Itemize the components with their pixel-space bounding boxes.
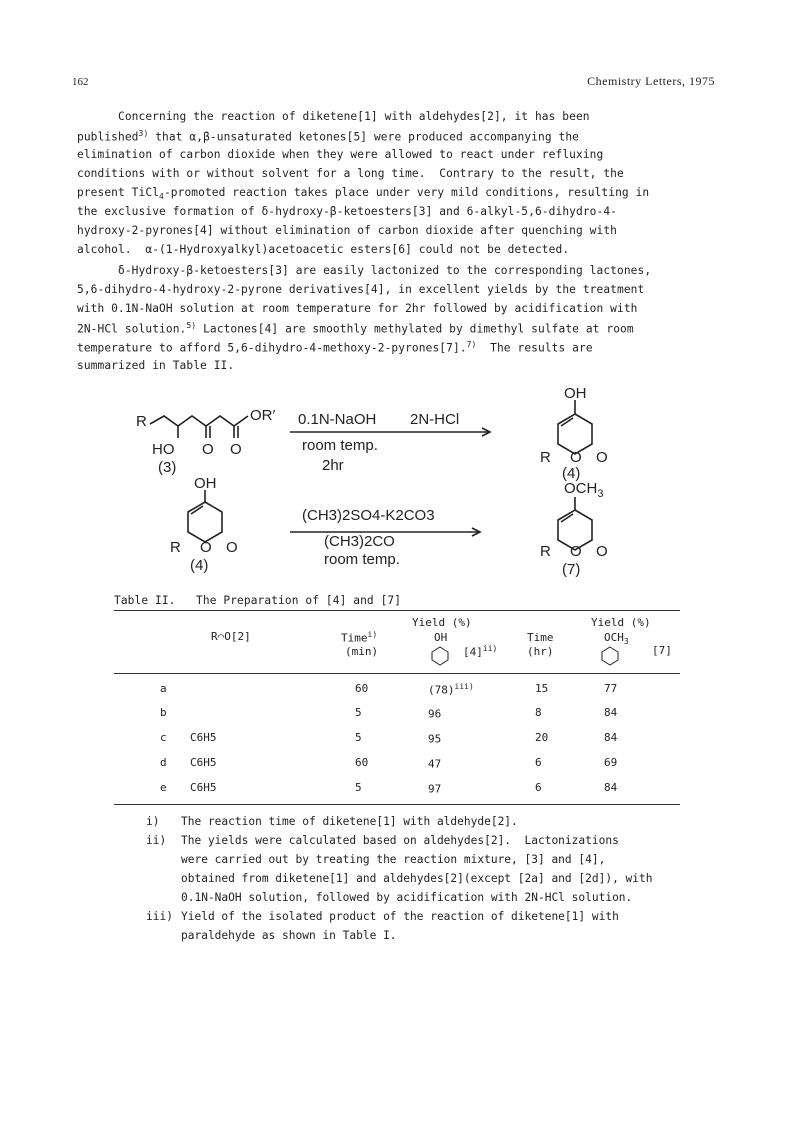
cell-time2: 6 xyxy=(535,781,542,794)
svg-text:R: R xyxy=(136,413,147,430)
footnote-text: obtained from diketene[1] and aldehydes[2](except [2a] and [2d]), with xyxy=(181,872,653,885)
footnote-mark: i) xyxy=(146,815,160,828)
svg-text:R: R xyxy=(170,539,181,556)
text-line: hydroxy-2-pyrones[4] without elimination of carbon dioxide after quenching with xyxy=(77,224,617,237)
text-line: 5,6-dihydro-4-hydroxy-2-pyrone derivatives[4], in excellent yields by the treatment xyxy=(77,283,645,296)
svg-text:OH: OH xyxy=(194,475,217,492)
cell-yield7: 69 xyxy=(604,756,618,769)
cell-time1: 60 xyxy=(355,756,369,769)
cell-yield7: 84 xyxy=(604,731,618,744)
row-label: e xyxy=(160,781,167,794)
header-time2: Time xyxy=(527,631,554,644)
svg-text:O: O xyxy=(596,449,608,466)
cell-aldehyde: C6H5 xyxy=(190,781,217,794)
cell-aldehyde: C6H5 xyxy=(190,756,217,769)
header-och3: $OCH_3$ xyxy=(604,631,629,647)
header-oh: OH xyxy=(434,631,448,644)
svg-text:0.1N-NaOH: 0.1N-NaOH xyxy=(298,411,377,428)
cell-time2: 6 xyxy=(535,756,542,769)
text-line: present TiCl$_4$-promoted reaction takes place under very mild conditions, resulting in xyxy=(77,186,650,202)
svg-text:O: O xyxy=(200,539,212,556)
cell-aldehyde: C6H5 xyxy=(190,731,217,744)
svg-text:(CH3)2SO4-K2CO3: (CH3)2SO4-K2CO3 xyxy=(302,507,435,524)
cell-time1: 60 xyxy=(355,682,369,695)
cell-yield7: 77 xyxy=(604,682,618,695)
footnote-text: 0.1N-NaOH solution, followed by acidification with 2N-HCl solution. xyxy=(181,891,633,904)
page-number: 162 xyxy=(72,76,89,88)
svg-text:(3): (3) xyxy=(158,459,177,476)
cell-yield7: 84 xyxy=(604,706,618,719)
svg-text:(4): (4) xyxy=(562,465,581,482)
cell-yield4: 95 xyxy=(428,732,442,746)
svg-text:HO: HO xyxy=(152,441,175,458)
header-yield2: Yield (%) xyxy=(591,616,651,629)
header-p7: [7] xyxy=(652,644,672,657)
svg-text:O: O xyxy=(570,449,582,466)
header-time1-unit: (min) xyxy=(345,645,379,658)
svg-text:2hr: 2hr xyxy=(322,457,344,474)
svg-text:O: O xyxy=(596,543,608,560)
pyrone-4-icon xyxy=(420,645,470,669)
text-line: δ-Hydroxy-β-ketoesters[3] are easily lactonized to the corresponding lactones, xyxy=(118,264,652,277)
chain-bonds xyxy=(150,416,248,426)
text-line: elimination of carbon dioxide when they were allowed to react under refluxing xyxy=(77,148,604,161)
text-line: published$^{3)}$ that α,β-unsaturated ketones[5] were produced accompanying the xyxy=(77,129,580,144)
svg-text:O: O xyxy=(226,539,238,556)
table-caption: Table II. The Preparation of [4] and [7] xyxy=(114,594,402,607)
text-line: Concerning the reaction of diketene[1] with aldehydes[2], it has been xyxy=(118,110,590,123)
row-label: c xyxy=(160,731,167,744)
row-label: b xyxy=(160,706,167,719)
svg-text:(CH3)2CO: (CH3)2CO xyxy=(324,533,395,550)
text-line: 2N-HCl solution.$^{5)}$ Lactones[4] are smoothly methylated by dimethyl sulfate at room xyxy=(77,321,634,336)
svg-text:(7): (7) xyxy=(562,561,581,578)
header-time1: Time$^{i)}$ xyxy=(341,630,378,645)
header-time2-unit: (hr) xyxy=(527,645,554,658)
footnote-text: The reaction time of diketene[1] with aldehyde[2]. xyxy=(181,815,518,828)
svg-text:room temp.: room temp. xyxy=(324,551,400,568)
text-line: with 0.1N-NaOH solution at room temperature for 2hr followed by acidification with xyxy=(77,302,638,315)
svg-text:O: O xyxy=(202,441,214,458)
svg-text:(4): (4) xyxy=(190,557,209,574)
cell-time1: 5 xyxy=(355,706,362,719)
cell-yield7: 84 xyxy=(604,781,618,794)
cell-time2: 8 xyxy=(535,706,542,719)
cell-yield4: 97 xyxy=(428,782,442,796)
text-line: summarized in Table II. xyxy=(77,359,235,372)
footnote-mark: ii) xyxy=(146,834,167,847)
table-rule-bottom xyxy=(114,804,680,805)
row-label: a xyxy=(160,682,167,695)
table-rule-top xyxy=(114,610,680,611)
cell-time1: 5 xyxy=(355,781,362,794)
svg-text:R: R xyxy=(540,543,551,560)
text-line: conditions with or without solvent for a long time. Contrary to the result, the xyxy=(77,167,624,180)
text-line: the exclusive formation of δ-hydroxy-β-ketoesters[3] and 6-alkyl-5,6-dihydro-4- xyxy=(77,205,617,218)
svg-text:OH: OH xyxy=(564,385,587,402)
header-aldehyde: R⌒O[2] xyxy=(211,630,251,643)
header-p4: $[4]^{ii)}$ xyxy=(463,644,498,659)
text-line: temperature to afford 5,6-dihydro-4-methoxy-2-pyrones[7].$^{7)}$ The results are xyxy=(77,340,593,355)
table-rule-mid xyxy=(114,673,680,674)
svg-text:room temp.: room temp. xyxy=(302,437,378,454)
cell-time2: 20 xyxy=(535,731,549,744)
svg-text:2N-HCl: 2N-HCl xyxy=(410,411,460,428)
header-yield1: Yield (%) xyxy=(412,616,472,629)
svg-text:OR′: OR′ xyxy=(250,407,276,424)
journal-title: Chemistry Letters, 1975 xyxy=(587,74,715,88)
svg-text:OCH3: $OCH_3$ xyxy=(564,480,604,500)
cell-yield4: 47 xyxy=(428,757,442,771)
reaction-scheme xyxy=(130,380,650,590)
cell-time2: 15 xyxy=(535,682,549,695)
pyrone-7-icon xyxy=(590,645,640,669)
cell-time1: 5 xyxy=(355,731,362,744)
svg-text:O: O xyxy=(570,543,582,560)
svg-text:O: O xyxy=(230,441,242,458)
footnote-text: paraldehyde as shown in Table I. xyxy=(181,929,397,942)
row-label: d xyxy=(160,756,167,769)
footnote-mark: iii) xyxy=(146,910,173,923)
footnote-text: The yields were calculated based on aldehydes[2]. Lactonizations xyxy=(181,834,619,847)
svg-text:R: R xyxy=(540,449,551,466)
footnote-text: were carried out by treating the reaction mixture, [3] and [4], xyxy=(181,853,606,866)
text-line: alcohol. α-(1-Hydroxyalkyl)acetoacetic esters[6] could not be detected. xyxy=(77,243,570,256)
footnote-text: Yield of the isolated product of the reaction of diketene[1] with xyxy=(181,910,619,923)
cell-yield4: 96 xyxy=(428,707,442,721)
cell-yield4: $(78)^{iii)}$ xyxy=(428,682,474,697)
